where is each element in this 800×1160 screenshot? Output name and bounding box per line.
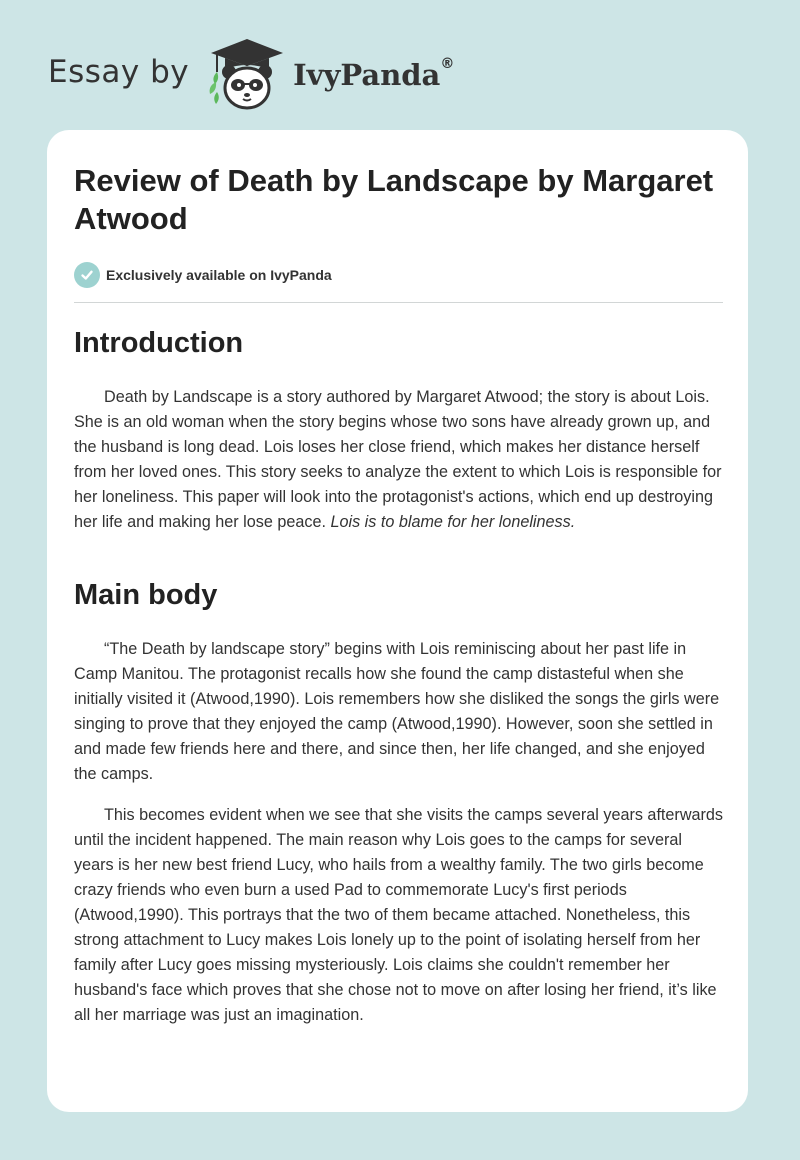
brand-prefix: Essay by	[48, 54, 190, 90]
paragraph-main-body-1: “The Death by landscape story” begins with Lois reminiscing about her past life in Camp Manitou. The protagonist recalls how she found the camp distasteful when she initially visited it (Atwood,1990). Lois remembers how she disliked the songs the girls were singing to prove that they enjoyed the camp (Atwood,1990). However, soon she settled in and made few friends here and there, and since then, her life changed, and she enjoyed the camps.	[74, 640, 720, 783]
paragraph-main-body-2: This becomes evident when we see that she visits the camps several years afterwards until the incident happened. The main reason why Lois goes to the camps for several years is her new best friend Lucy, who hails from a wealthy family. The two girls become crazy friends who even burn a used Pad to commemorate Lucy's first periods (Atwood,1990). This portrays that the two of them became attached. Nonetheless, this strong attachment to Lucy makes Lois lonely up to the point of isolating herself from her family after Lucy goes missing mysteriously. Lois claims she couldn't remember her husband's face which proves that she chose not to move on after losing her friend, it’s like all her marriage was just an imagination.	[74, 806, 724, 1024]
panda-logo-icon	[201, 36, 291, 112]
paragraph-introduction	[74, 385, 726, 535]
divider	[74, 302, 723, 303]
exclusive-badge	[74, 262, 332, 288]
brand-name	[293, 58, 454, 92]
paragraph-emphasis: Lois is to blame for her loneliness.	[330, 513, 576, 531]
essay-card	[47, 130, 748, 1112]
exclusive-label: Exclusively available on IvyPanda	[106, 267, 332, 283]
paragraph-text: Death by Landscape is a story authored by Margaret Atwood; the story is about Lois. She is an old woman when the story begins whose two sons have already grown up, and the husband is long dead. Lois loses her close friend, which makes her distance herself from her loved ones. This story seeks to analyze the extent to which Lois is responsible for her loneliness. This paper will look into the protagonist's actions, which end up destroying her life and making her lose peace.	[74, 388, 722, 531]
brand-name-text: IvyPanda	[293, 58, 441, 92]
page-title: Review of Death by Landscape by Margaret Atwood	[74, 163, 714, 236]
section-heading-introduction: Introduction	[74, 327, 244, 359]
section-heading-main-body: Main body	[74, 579, 218, 611]
registered-mark: ®	[440, 56, 455, 72]
brand-header	[48, 36, 454, 112]
check-icon	[74, 262, 100, 288]
